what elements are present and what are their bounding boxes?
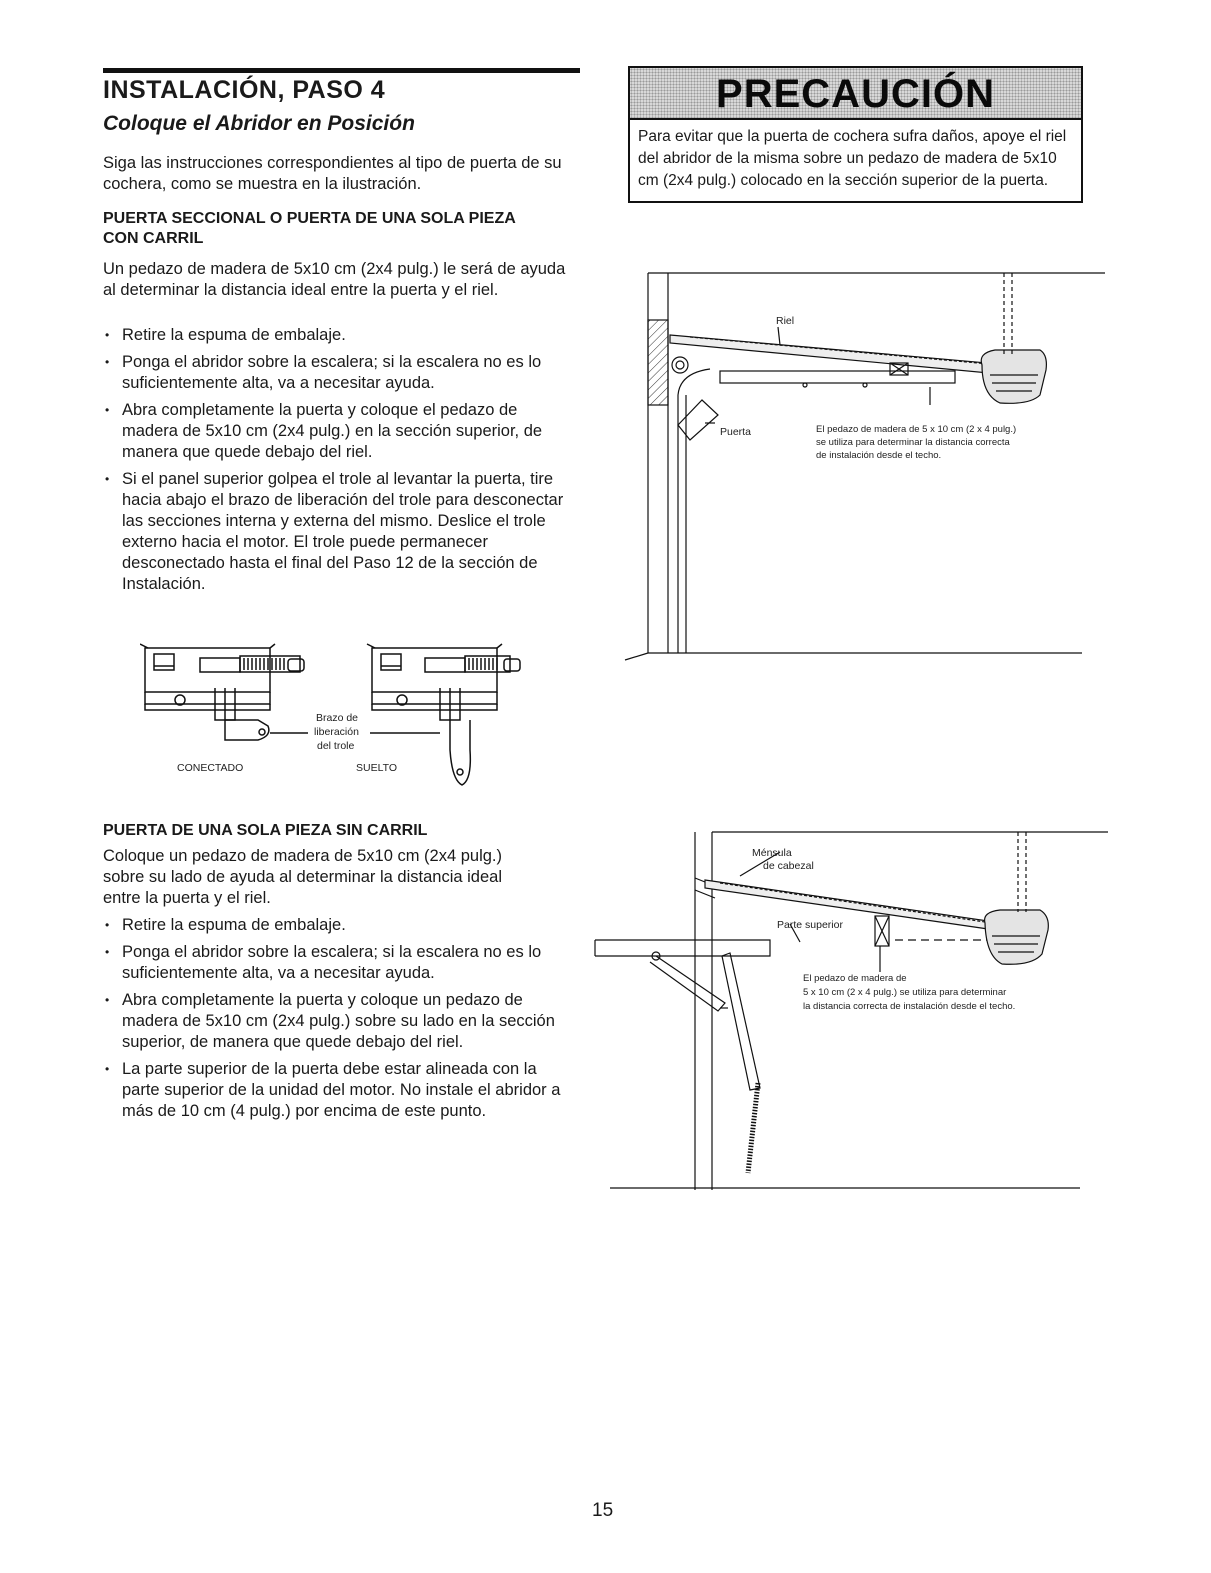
section2-text: Coloque un pedazo de madera de 5x10 cm (2x4 pulg.) sobre su lado de ayuda al determinar la distancia ideal entre la puerta y el riel. [103,847,503,907]
list-item: • Ponga el abridor sobre la escalera; si la escalera no es lo suficientemente alta, va a necesitar ayuda. [103,352,573,394]
page-subtitle: Coloque el Abridor en Posición [103,112,415,135]
section1-heading [103,209,583,249]
wood2-label-line1: El pedazo de madera de [803,973,907,984]
section1-text: Un pedazo de madera de 5x10 cm (2x4 pulg.) le será de ayuda al determinar la distancia ideal entre la puerta y el riel. [103,260,566,299]
page-number: 15 [592,1500,614,1521]
list-item: • La parte superior de la puerta debe estar alineada con la parte superior de la unidad del motor. No instale el abridor a más de 10 cm (4 pulg.) por encima de este punto. [103,1059,573,1122]
wood-label-line3: de instalación desde el techo. [816,450,942,461]
section1-heading-line2: CON CARRIL [103,230,204,247]
release-arm-label-1: Brazo de [316,712,359,724]
door-label: Puerta [720,426,751,438]
top-label: Parte superior [777,919,843,931]
list-item: • Retire la espuma de embalaje. [103,325,573,346]
section1-heading-line1: PUERTA SECCIONAL O PUERTA DE UNA SOLA PIEZA [103,210,516,227]
list-item: • Ponga el abridor sobre la escalera; si la escalera no es lo suficientemente alta, va a necesitar ayuda. [103,942,573,984]
list-item: • Retire la espuma de embalaje. [103,915,573,936]
caution-header [630,68,1081,120]
list-item: • Abra completamente la puerta y coloque el pedazo de madera de 5x10 cm (2x4 pulg.) en la sección superior, de manera que quede debajo del riel. [103,400,573,463]
loose-label: SUELTO [356,762,398,774]
release-arm-label-2: liberación [314,726,359,738]
section2-heading: PUERTA DE UNA SOLA PIEZA SIN CARRIL [103,822,428,839]
intro-text: Siga las instrucciones correspondientes al tipo de puerta de su cochera, como se muestra en la ilustración. [103,154,562,193]
release-arm-label-3: del trole [317,740,355,752]
page-title: INSTALACIÓN, PASO 4 [103,76,386,104]
list-item: • Si el panel superior golpea el trole al levantar la puerta, tire hacia abajo el brazo de liberación del trole para desconectar las secciones interna y externa del mismo. Deslice el trole externo hacia el motor. El trole puede permanecer desconectado hasta el final del Paso 12 de la sección de Instalación. [103,469,573,595]
section1-bullet-list [103,325,573,601]
wood2-label-line2: 5 x 10 cm (2 x 4 pulg.) se utiliza para determinar [803,987,1007,998]
caution-box [628,66,1083,203]
section2-bullet-list [103,915,573,1128]
sectional-door-diagram [620,265,1110,665]
caution-text: Para evitar que la puerta de cochera sufra daños, apoye el riel del abridor de la misma sobre un pedazo de madera de 5x10 cm (2x4 pulg.) colocado en la sección superior de la puerta. [638,128,1067,189]
wood2-label-line3: la distancia correcta de instalación desde el techo. [803,1001,1016,1012]
header-bracket-label-2: de cabezal [763,860,814,872]
list-item: • Abra completamente la puerta y coloque un pedazo de madera de 5x10 cm (2x4 pulg.) sobre su lado en la sección superior, de manera que quede debajo del riel. [103,990,573,1053]
title-rule [103,68,580,73]
connected-label: CONECTADO [177,762,244,774]
caution-title: PRECAUCIÓN [716,72,995,116]
wood-label-line1: El pedazo de madera de 5 x 10 cm (2 x 4 pulg.) [816,424,1017,435]
wood-label-line2: se utiliza para determinar la distancia correcta [816,437,1010,448]
rail-label: Riel [776,315,795,327]
header-bracket-label-1: Ménsula [752,847,792,859]
